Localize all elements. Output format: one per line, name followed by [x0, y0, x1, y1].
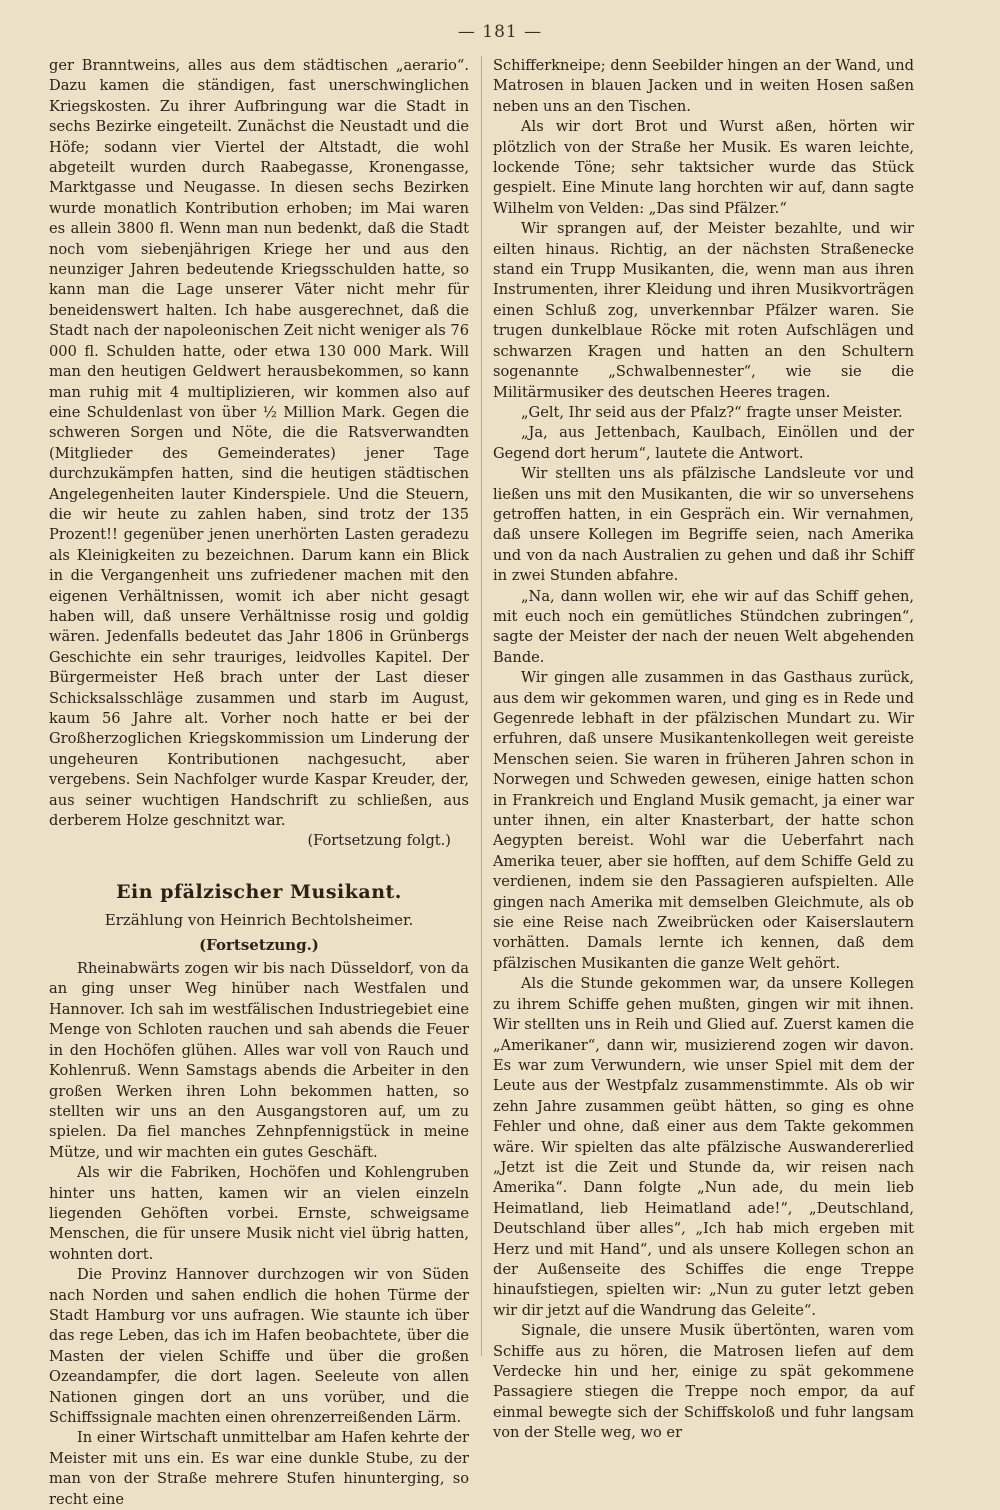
right-column [493, 56, 914, 1444]
article-paragraph: Die Provinz Hannover durchzogen wir von Süden nach Norden und sahen endlich die hohen Türme der Stadt Hamburg vor uns aufragen. Wie staunte ich über das rege Leben, das ich im Hafen beobachtete, über die Masten der vielen Schiffe und über die großen Ozeandampfer, die dort lagen. Seeleute von allen Nationen gingen dort an uns vorüber, und die Schiffssignale machten einen ohrenzerreißenden Lärm. [49, 1266, 469, 1426]
article-paragraph: Wir sprangen auf, der Meister bezahlte, und wir eilten hinaus. Richtig, an der nächsten Straßenecke stand ein Trupp Musikanten, die, wenn man aus ihren Instrumenten, ihrer Kleidung und ihren Musikvorträgen einen Schluß zog, unverkennbar Pfälzer waren. Sie trugen dunkelblaue Röcke mit roten Aufschlägen und schwarzen Kragen und hatten an den Schultern sogenannte „Schwalbennester“, wie sie die Militärmusiker des deutschen Heeres tragen. [493, 220, 914, 401]
article-paragraph: Als wir die Fabriken, Hochöfen und Kohlengruben hinter uns hatten, kamen wir an vielen einzeln liegenden Gehöften vorbei. Ernste, schweigsame Menschen, die für unsere Musik nicht viel übrig hatten, wohnten dort. [49, 1164, 469, 1263]
article-paragraph: „Gelt, Ihr seid aus der Pfalz?“ fragte unser Meister. [521, 403, 903, 421]
article-continued-label: (Fortsetzung.) [199, 935, 319, 954]
article-paragraph: In einer Wirtschaft unmittelbar am Hafen kehrte der Meister mit uns ein. Es war eine dunkle Stube, zu der man von der Straße mehrere Stufen hinunterging, so recht eine [49, 1429, 469, 1508]
article-paragraph: Wir gingen alle zusammen in das Gasthaus zurück, aus dem wir gekommen waren, und ging es in Rede und Gegenrede lebhaft in der pfälzischen Mundart zu. Wir erfuhren, daß unsere Musikantenkollegen weit gereiste Menschen seien. Sie waren in früheren Jahren schon in Norwegen und Schweden gewesen, einige hatten schon in Frankreich und England Musik gemacht, ja einer war unter ihnen, ein alter Knasterbart, der hatte schon Aegypten bereist. Wohl war die Ueberfahrt nach Amerika teuer, aber sie hofften, auf dem Schiffe Geld zu verdienen, indem sie den Passagieren aufspielten. Alle gingen nach Amerika mit demselben Gleichmute, als ob sie eine Reise nach Zweibrücken oder Kaiserslautern vorhätten. Damals lernte ich kennen, daß dem pfälzischen Musikanten die ganze Welt gehört. [493, 669, 914, 972]
article-paragraph: „Ja, aus Jettenbach, Kaulbach, Einöllen und der Gegend dort herum“, lautete die Antwort. [493, 424, 914, 462]
article-paragraph: Wir stellten uns als pfälzische Landsleute vor und ließen uns mit den Musikanten, die wir so unversehens getroffen hatten, in ein Gespräch ein. Wir vernahmen, daß unsere Kollegen im Begriffe seien, nach Amerika und von da nach Australien zu gehen und daß ihr Schiff in zwei Stunden abfahre. [493, 465, 914, 585]
column-divider [481, 56, 482, 1356]
article-paragraph: Rheinabwärts zogen wir bis nach Düsseldorf, von da an ging unser Weg hinüber nach Westfalen und Hannover. Ich sah im westfälischen Industriegebiet eine Menge von Schloten rauchen und sah abends die Feuer in den Hochöfen glühen. Alles war voll von Rauch und Kohlenruß. Wenn Samstags abends die Arbeiter in den großen Werken ihren Lohn bekommen hatten, so stellten wir uns an den Ausgangstoren auf, um zu spielen. Da fiel manches Zehnpfennigstück in meine Mütze, und wir machten ein gutes Geschäft. [49, 960, 469, 1161]
article-paragraph: „Na, dann wollen wir, ehe wir auf das Schiff gehen, mit euch noch ein gemütliches Stündchen zubringen“, sagte der Meister der nach der neuen Welt abgehenden Bande. [493, 587, 914, 666]
article-paragraph: Schifferkneipe; denn Seebilder hingen an der Wand, und Matrosen in blauen Jacken und in weiten Hosen saßen neben uns an den Tischen. [493, 57, 914, 115]
article-byline: Erzählung von Heinrich Bechtolsheimer. [104, 911, 414, 930]
left-column [49, 56, 469, 1510]
article-paragraph: Signale, die unsere Musik übertönten, waren vom Schiffe aus zu hören, die Matrosen liefen auf dem Verdecke hin und her, einige zu spät gekommene Passagiere stiegen die Treppe noch empor, da auf einmal bewegte sich der Schiffskoloß und fuhr langsam von der Stelle weg, wo er [493, 1322, 914, 1442]
history-paragraph: ger Branntweins, alles aus dem städtischen „aerario“. Dazu kamen die ständigen, fast unerschwinglichen Kriegskosten. Zu ihrer Aufbringung war die Stadt in sechs Bezirke eingeteilt. Zunächst die Neustadt und die Höfe; sodann vier Viertel der Altstadt, die wohl abgeteilt wurden durch Raabegasse, Kronengasse, Marktgasse und Neugasse. In diesen sechs Bezirken wurde monatlich Kontribution erhoben; im Mai waren es allein 3800 fl. Wenn man nun bedenkt, daß die Stadt noch vom siebenjährigen Kriege her und aus den neunziger Jahren bedeutende Kriegsschulden hatte, so kann man die Lage unserer Väter nicht mehr für beneidenswert halten. Ich habe ausgerechnet, daß die Stadt nach der napoleonischen Zeit nicht weniger als 76 000 fl. Schulden hatte, oder etwa 130 000 Mark. Will man den heutigen Geldwert herausbekommen, so kann man ruhig mit 4 multiplizieren, wir kommen also auf eine Schuldenlast von über ½ Million Mark. Gegen die schweren Sorgen und Nöte, die die Ratsverwandten (Mitglieder des Gemeinderates) jener Tage durchzukämpfen hatten, sind die heutigen städtischen Angelegenheiten lauter Kinderspiele. Und die Steuern, die wir heute zu zahlen haben, sind trotz der 135 Prozent!! gegenüber jenen unerhörten Lasten geradezu als Kleinigkeiten zu bezeichnen. Darum kann ein Blick in die Vergangenheit uns zufriedener machen mit den eigenen Verhältnissen, womit ich aber nicht gesagt haben will, daß unsere Verhältnisse rosig und goldig wären. Jedenfalls bedeutet das Jahr 1806 in Grünbergs Geschichte ein sehr trauriges, leidvolles Kapitel. Der Bürgermeister Heß brach unter der Last dieser Schicksalsschläge zusammen und starb im August, kaum 56 Jahre alt. Vorher noch hatte er bei der Großherzoglichen Kriegskommission um Linderung der ungeheuren Kontributionen nachgesucht, aber vergebens. Sein Nachfolger wurde Kaspar Kreuder, der, aus seiner wuchtigen Handschrift zu schließen, aus derberem Holze geschnitzt war. [49, 57, 469, 830]
page-number: — 181 — [457, 22, 543, 42]
article-paragraph: Als wir dort Brot und Wurst aßen, hörten wir plötzlich von der Straße her Musik. Es waren leichte, lockende Töne; sehr taktsicher wurde das Stück gespielt. Eine Minute lang horchten wir auf, dann sagte Wilhelm von Velden: „Das sind Pfälzer.“ [493, 118, 914, 217]
article-paragraph: Als die Stunde gekommen war, da unsere Kollegen zu ihrem Schiffe gehen mußten, gingen wir mit ihnen. Wir stellten uns in Reih und Glied auf. Zuerst kamen die „Amerikaner“, dann wir, musizierend zogen wir davon. Es war zum Verwundern, wie unser Spiel mit dem der Leute aus der Westpfalz zusammenstimmte. Als ob wir zehn Jahre zusammen geübt hätten, so ging es ohne Fehler und ohne, daß einer aus dem Takte gekommen wäre. Wir spielten das alte pfälzische Auswandererlied „Jetzt ist die Zeit und Stunde da, wir reisen nach Amerika“. Dann folgte „Nun ade, du mein lieb Heimatland, lieb Heimatland ade!“, „Deutschland, Deutschland über alles“, „Ich hab mich ergeben mit Herz und mit Hand“, und als unsere Kollegen schon an der Außenseite des Schiffes die enge Treppe hinaufstiegen, spielten wir: „Nun zu guter letzt geben wir dir jetzt auf die Wandrung das Geleite“. [493, 975, 914, 1319]
article-title: Ein pfälzischer Musikant. [116, 880, 402, 903]
continuation-note: (Fortsetzung folgt.) [307, 832, 451, 850]
